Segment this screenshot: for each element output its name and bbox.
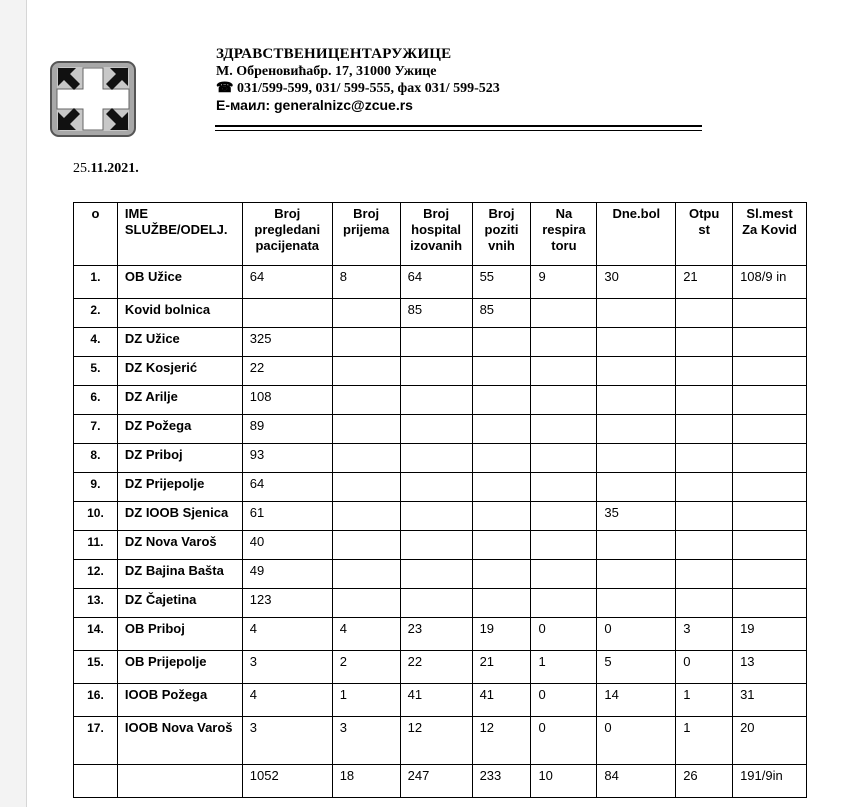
column-header: Dne.bol [597, 203, 676, 266]
institution-phones [216, 80, 500, 97]
header-divider-thin [215, 130, 702, 131]
cell-value [332, 560, 400, 589]
column-header: o [74, 203, 118, 266]
header-divider [215, 125, 702, 127]
cell-value [733, 299, 807, 328]
table-row [74, 386, 807, 415]
cell-value: 1 [531, 651, 597, 684]
table-row [74, 299, 807, 328]
cell-value [400, 502, 472, 531]
cell-value: 325 [242, 328, 332, 357]
phone-numbers: 031/599-599, 031/ 599-555, фах 031/ 599-523 [236, 81, 500, 96]
cell-value: 49 [242, 560, 332, 589]
cell-value [472, 560, 531, 589]
table-row [74, 473, 807, 502]
cell-value: 0 [597, 717, 676, 765]
cell-value [733, 531, 807, 560]
cell-value: 0 [531, 684, 597, 717]
cell-value [472, 502, 531, 531]
cell-value: 40 [242, 531, 332, 560]
cell-value: 1052 [242, 765, 332, 798]
cell-value: 19 [472, 618, 531, 651]
cell-value: 23 [400, 618, 472, 651]
cell-value [332, 299, 400, 328]
unit-name: DZ Čajetina [117, 589, 242, 618]
cell-value: 1 [676, 717, 733, 765]
cell-value: 30 [597, 266, 676, 299]
cell-value: 108/9 in [733, 266, 807, 299]
table-row [74, 765, 807, 798]
column-header: Sl.mest Za Kovid [733, 203, 807, 266]
cell-value: 41 [400, 684, 472, 717]
cell-value: 14 [597, 684, 676, 717]
cell-value [676, 299, 733, 328]
cell-value [400, 473, 472, 502]
cell-value [332, 589, 400, 618]
row-number: 5. [74, 357, 118, 386]
cell-value: 4 [242, 618, 332, 651]
table-row [74, 618, 807, 651]
cell-value: 61 [242, 502, 332, 531]
table-body [74, 266, 807, 798]
cell-value [472, 531, 531, 560]
table-row [74, 531, 807, 560]
cell-value [597, 386, 676, 415]
cell-value [676, 531, 733, 560]
cell-value: 9 [531, 266, 597, 299]
cell-value: 93 [242, 444, 332, 473]
institution-email: Е-маил: generalnizc@zcue.rs [216, 97, 413, 113]
cell-value [400, 357, 472, 386]
cell-value [400, 386, 472, 415]
report-table [73, 202, 807, 798]
cell-value [472, 415, 531, 444]
cell-value [242, 299, 332, 328]
cell-value: 108 [242, 386, 332, 415]
row-number: 13. [74, 589, 118, 618]
cell-value [676, 357, 733, 386]
cell-value: 191/9in [733, 765, 807, 798]
row-number: 4. [74, 328, 118, 357]
unit-name: OB Užice [117, 266, 242, 299]
row-number: 15. [74, 651, 118, 684]
cell-value: 85 [472, 299, 531, 328]
cell-value: 22 [242, 357, 332, 386]
cell-value [676, 328, 733, 357]
cell-value [332, 502, 400, 531]
cell-value: 18 [332, 765, 400, 798]
cell-value: 0 [531, 618, 597, 651]
cell-value: 19 [733, 618, 807, 651]
cell-value [400, 589, 472, 618]
cell-value [531, 386, 597, 415]
unit-name: Kovid bolnica [117, 299, 242, 328]
cell-value [531, 502, 597, 531]
column-header: Broj prijema [332, 203, 400, 266]
cell-value [332, 328, 400, 357]
table-row [74, 415, 807, 444]
page-margin [0, 0, 27, 807]
cell-value: 64 [242, 473, 332, 502]
cell-value [597, 531, 676, 560]
cell-value: 4 [332, 618, 400, 651]
cell-value [332, 386, 400, 415]
cell-value: 5 [597, 651, 676, 684]
cell-value: 3 [332, 717, 400, 765]
unit-name: IOOB Nova Varoš [117, 717, 242, 765]
cell-value [676, 415, 733, 444]
unit-name: OB Prijepolje [117, 651, 242, 684]
row-number: 11. [74, 531, 118, 560]
cell-value: 26 [676, 765, 733, 798]
cell-value [531, 299, 597, 328]
cell-value [597, 589, 676, 618]
cell-value [400, 531, 472, 560]
cell-value [531, 531, 597, 560]
cell-value [531, 357, 597, 386]
cell-value [676, 473, 733, 502]
table-row [74, 328, 807, 357]
row-number: 2. [74, 299, 118, 328]
cell-value [733, 560, 807, 589]
cell-value: 55 [472, 266, 531, 299]
report-date-day: 25. [73, 161, 91, 176]
cell-value [332, 357, 400, 386]
cell-value [597, 415, 676, 444]
unit-name: DZ Arilje [117, 386, 242, 415]
cell-value [733, 444, 807, 473]
table-row [74, 560, 807, 589]
row-number: 8. [74, 444, 118, 473]
report-date-rest: 11.2021. [90, 161, 139, 176]
cell-value [472, 473, 531, 502]
cell-value [733, 415, 807, 444]
cell-value [472, 328, 531, 357]
table-header-row [74, 203, 807, 266]
cell-value [597, 328, 676, 357]
cell-value [531, 473, 597, 502]
row-number: 16. [74, 684, 118, 717]
cell-value [400, 444, 472, 473]
cell-value [332, 473, 400, 502]
row-number: 10. [74, 502, 118, 531]
cell-value [676, 589, 733, 618]
cell-value [597, 473, 676, 502]
row-number: 14. [74, 618, 118, 651]
institution-name: ЗДРАВСТВЕНИЦЕНТАРУЖИЦЕ [216, 46, 452, 62]
cell-value [472, 357, 531, 386]
table-row [74, 502, 807, 531]
table-row [74, 266, 807, 299]
cell-value [733, 328, 807, 357]
cell-value: 41 [472, 684, 531, 717]
table-row [74, 684, 807, 717]
institution-address: М. Обреновићабр. 17, 31000 Ужице [216, 64, 437, 79]
unit-name: DZ Prijepolje [117, 473, 242, 502]
row-number [74, 765, 118, 798]
column-header: Broj hospital izovanih [400, 203, 472, 266]
cell-value: 64 [242, 266, 332, 299]
phone-icon: ☎ [216, 81, 234, 96]
cell-value [676, 560, 733, 589]
cell-value: 233 [472, 765, 531, 798]
medical-cross-logo-icon [49, 60, 137, 138]
cell-value [597, 299, 676, 328]
unit-name: DZ Priboj [117, 444, 242, 473]
unit-name: DZ Užice [117, 328, 242, 357]
cell-value [531, 444, 597, 473]
unit-name: DZ Nova Varoš [117, 531, 242, 560]
cell-value [400, 560, 472, 589]
cell-value [597, 444, 676, 473]
cell-value [531, 589, 597, 618]
cell-value [332, 444, 400, 473]
report-date [73, 161, 139, 177]
cell-value [733, 357, 807, 386]
unit-name: DZ IOOB Sjenica [117, 502, 242, 531]
column-header: Na respira toru [531, 203, 597, 266]
cell-value: 8 [332, 266, 400, 299]
unit-name [117, 765, 242, 798]
column-header: Broj poziti vnih [472, 203, 531, 266]
cell-value [332, 531, 400, 560]
cell-value: 3 [242, 717, 332, 765]
cell-value: 0 [597, 618, 676, 651]
unit-name: DZ Kosjerić [117, 357, 242, 386]
institution-header [216, 46, 500, 114]
cell-value [472, 386, 531, 415]
cell-value: 64 [400, 266, 472, 299]
cell-value: 123 [242, 589, 332, 618]
cell-value: 85 [400, 299, 472, 328]
cell-value [472, 444, 531, 473]
cell-value [676, 502, 733, 531]
cell-value: 4 [242, 684, 332, 717]
table-row [74, 444, 807, 473]
cell-value: 12 [472, 717, 531, 765]
row-number: 6. [74, 386, 118, 415]
cell-value [597, 560, 676, 589]
cell-value [733, 473, 807, 502]
row-number: 7. [74, 415, 118, 444]
cell-value: 13 [733, 651, 807, 684]
cell-value [733, 502, 807, 531]
cell-value: 21 [676, 266, 733, 299]
unit-name: IOOB Požega [117, 684, 242, 717]
cell-value: 3 [242, 651, 332, 684]
cell-value [676, 444, 733, 473]
cell-value: 1 [676, 684, 733, 717]
table-row [74, 589, 807, 618]
column-header: Otpu st [676, 203, 733, 266]
row-number: 1. [74, 266, 118, 299]
cell-value: 12 [400, 717, 472, 765]
row-number: 12. [74, 560, 118, 589]
cell-value [733, 386, 807, 415]
column-header: IME SLUŽBE/ODELJ. [117, 203, 242, 266]
cell-value: 1 [332, 684, 400, 717]
cell-value: 10 [531, 765, 597, 798]
cell-value [400, 328, 472, 357]
row-number: 17. [74, 717, 118, 765]
cell-value [531, 415, 597, 444]
cell-value: 20 [733, 717, 807, 765]
unit-name: DZ Požega [117, 415, 242, 444]
cell-value [531, 560, 597, 589]
table-row [74, 651, 807, 684]
cell-value [597, 357, 676, 386]
unit-name: OB Priboj [117, 618, 242, 651]
cell-value [531, 328, 597, 357]
cell-value: 31 [733, 684, 807, 717]
cell-value: 84 [597, 765, 676, 798]
cell-value: 2 [332, 651, 400, 684]
cell-value [733, 589, 807, 618]
table-row [74, 357, 807, 386]
cell-value [676, 386, 733, 415]
cell-value: 22 [400, 651, 472, 684]
column-header: Broj pregledani pacijenata [242, 203, 332, 266]
cell-value: 0 [676, 651, 733, 684]
cell-value [400, 415, 472, 444]
cell-value [472, 589, 531, 618]
cell-value: 247 [400, 765, 472, 798]
cell-value: 0 [531, 717, 597, 765]
table-row [74, 717, 807, 765]
row-number: 9. [74, 473, 118, 502]
cell-value: 35 [597, 502, 676, 531]
cell-value [332, 415, 400, 444]
cell-value: 21 [472, 651, 531, 684]
unit-name: DZ Bajina Bašta [117, 560, 242, 589]
cell-value: 3 [676, 618, 733, 651]
cell-value: 89 [242, 415, 332, 444]
